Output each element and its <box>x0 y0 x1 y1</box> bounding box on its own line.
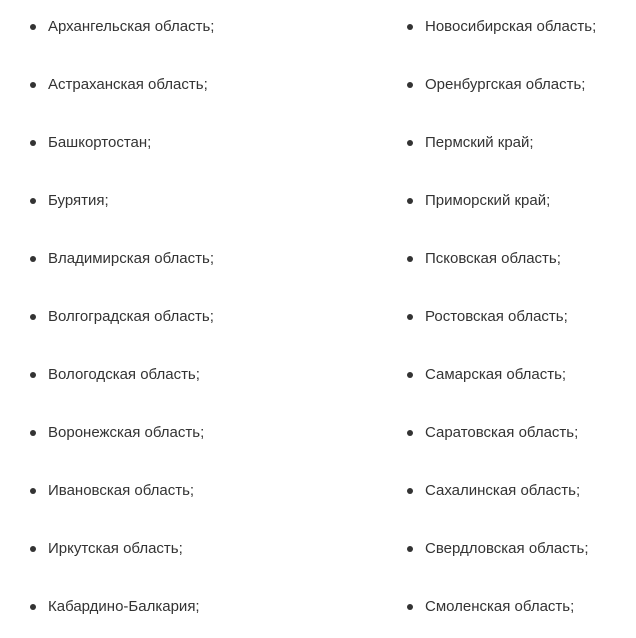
list-item <box>26 522 386 580</box>
list-item-label: Новосибирская область; <box>425 18 597 35</box>
list-item-label: Самарская область; <box>425 366 567 383</box>
list-item-label: Ивановская область; <box>48 482 195 499</box>
list-item-label: Башкортостан; <box>48 134 152 151</box>
list-item <box>26 464 386 522</box>
list-item-label: Вологодская область; <box>48 366 200 383</box>
bullet-icon <box>407 488 413 494</box>
list-item <box>26 58 386 116</box>
bullet-icon <box>407 372 413 378</box>
list-item <box>26 406 386 464</box>
bullet-icon <box>30 198 36 204</box>
list-item-label: Свердловская область; <box>425 540 589 557</box>
list-item-label: Волгоградская область; <box>48 308 214 325</box>
list-item <box>403 232 636 290</box>
list-item <box>26 290 386 348</box>
list-item <box>26 116 386 174</box>
bullet-icon <box>30 256 36 262</box>
list-item <box>26 580 386 638</box>
region-list-left-column <box>26 0 386 638</box>
bullet-icon <box>30 430 36 436</box>
bullet-icon <box>407 604 413 610</box>
list-item-label: Саратовская область; <box>425 424 579 441</box>
list-item <box>403 116 636 174</box>
list-item-label: Астраханская область; <box>48 76 208 93</box>
list-item-label: Смоленская область; <box>425 598 575 615</box>
list-item <box>403 464 636 522</box>
region-list-right-column <box>403 0 636 638</box>
list-item <box>403 58 636 116</box>
list-item <box>403 0 636 58</box>
bullet-icon <box>407 430 413 436</box>
bullet-icon <box>407 82 413 88</box>
bullet-icon <box>30 546 36 552</box>
bullet-icon <box>30 488 36 494</box>
list-item <box>403 348 636 406</box>
list-item-label: Воронежская область; <box>48 424 205 441</box>
bullet-icon <box>407 198 413 204</box>
bullet-icon <box>30 604 36 610</box>
list-item-label: Приморский край; <box>425 192 551 209</box>
list-item-label: Владимирская область; <box>48 250 214 267</box>
list-item-label: Кабардино-Балкария; <box>48 598 200 615</box>
list-item <box>403 174 636 232</box>
list-item <box>26 232 386 290</box>
bullet-icon <box>30 314 36 320</box>
list-item <box>403 580 636 638</box>
list-item <box>403 522 636 580</box>
list-item-label: Оренбургская область; <box>425 76 586 93</box>
list-item-label: Бурятия; <box>48 192 109 209</box>
list-item-label: Сахалинская область; <box>425 482 581 499</box>
bullet-icon <box>407 24 413 30</box>
list-item <box>403 406 636 464</box>
list-item <box>403 290 636 348</box>
bullet-icon <box>30 82 36 88</box>
bullet-icon <box>30 140 36 146</box>
list-item <box>26 0 386 58</box>
bullet-icon <box>407 546 413 552</box>
list-item-label: Архангельская область; <box>48 18 215 35</box>
bullet-icon <box>407 140 413 146</box>
list-item <box>26 174 386 232</box>
list-item-label: Иркутская область; <box>48 540 183 557</box>
bullet-icon <box>30 24 36 30</box>
bullet-icon <box>30 372 36 378</box>
list-item-label: Ростовская область; <box>425 308 568 325</box>
list-item <box>26 348 386 406</box>
bullet-icon <box>407 314 413 320</box>
list-item-label: Пермский край; <box>425 134 534 151</box>
bullet-icon <box>407 256 413 262</box>
list-item-label: Псковская область; <box>425 250 561 267</box>
